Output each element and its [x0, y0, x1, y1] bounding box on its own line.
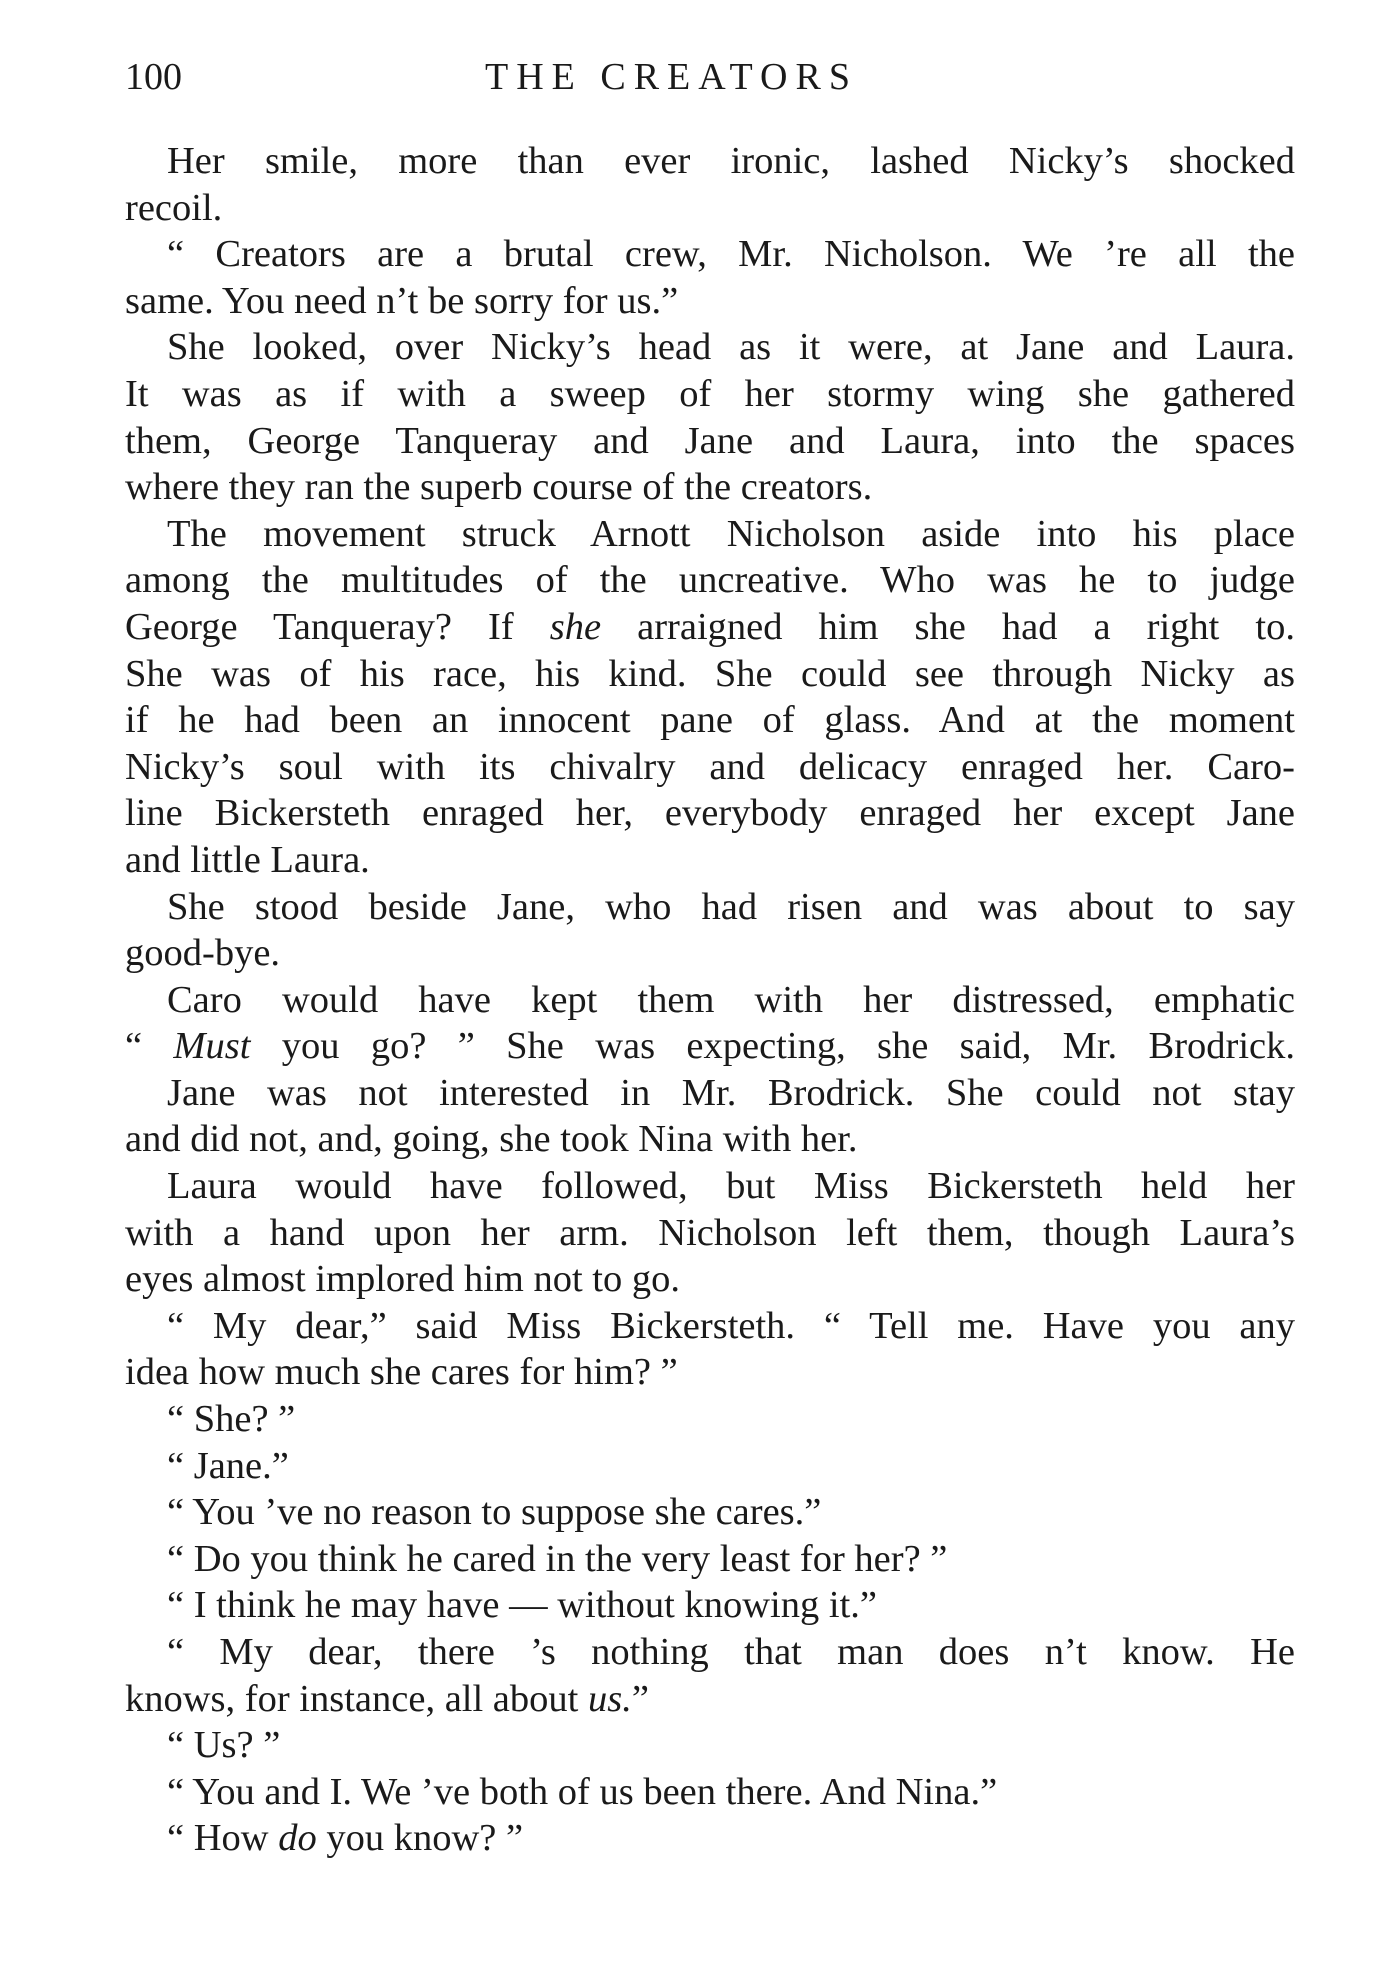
- text-line: “ Us? ”: [167, 1724, 281, 1767]
- emphasis: us.: [587, 1677, 632, 1720]
- text-line: eyes almost implored him not to go.: [125, 1258, 680, 1301]
- text-line: George Tanqueray? If she arraigned him she had a right to.: [125, 605, 1295, 648]
- body-text: [125, 138, 1295, 1862]
- text-line: Jane was not interested in Mr. Brodrick. She could not stay: [167, 1071, 1295, 1114]
- text-line: She was of his race, his kind. She could see through Nicky as: [125, 652, 1295, 695]
- text-line: “ Do you think he cared in the very least for her? ”: [167, 1537, 948, 1580]
- text-line: “ Creators are a brutal crew, Mr. Nicholson. We ’re all the: [167, 233, 1295, 276]
- text-line: Caro would have kept them with her distressed, emphatic: [167, 978, 1295, 1021]
- text-line: “ You ’ve no reason to suppose she cares.”: [167, 1491, 822, 1534]
- text-line: “ My dear, there ’s nothing that man does n’t know. He: [167, 1631, 1295, 1673]
- page-header: [125, 52, 1295, 102]
- text-line: It was as if with a sweep of her stormy wing she gathered: [125, 372, 1295, 415]
- text-line: “ I think he may have — without knowing it.”: [167, 1584, 877, 1627]
- running-title: THE CREATORS: [485, 56, 858, 98]
- text-line: among the multitudes of the uncreative. Who was he to judge: [125, 559, 1295, 602]
- text-line: idea how much she cares for him? ”: [125, 1351, 678, 1394]
- text-line: Nicky’s soul with its chivalry and delicacy enraged her. Caro-: [125, 745, 1295, 788]
- text-line: them, George Tanqueray and Jane and Laura, into the spaces: [125, 419, 1295, 462]
- text-line: and did not, and, going, she took Nina with her.: [125, 1118, 858, 1161]
- emphasis: Must: [173, 1025, 251, 1068]
- text-line: line Bickersteth enraged her, everybody enraged her except Jane: [125, 792, 1295, 835]
- text-line: “ You and I. We ’ve both of us been there. And Nina.”: [167, 1770, 998, 1813]
- text-line: The movement struck Arnott Nicholson aside into his place: [167, 512, 1295, 555]
- text-line: good-bye.: [125, 932, 281, 975]
- text-line: knows, for instance, all about us.”: [125, 1677, 649, 1720]
- page-number: 100: [125, 56, 182, 98]
- text-line: “ How do you know? ”: [167, 1817, 524, 1860]
- emphasis: she: [549, 605, 602, 648]
- text-line: if he had been an innocent pane of glass. And at the moment: [125, 699, 1295, 742]
- text-line: recoil.: [125, 186, 223, 229]
- text-line: with a hand upon her arm. Nicholson left them, though Laura’s: [125, 1211, 1295, 1254]
- text-line: Laura would have followed, but Miss Bickersteth held her: [167, 1165, 1295, 1208]
- text-line: She stood beside Jane, who had risen and was about to say: [167, 885, 1295, 928]
- text-line: “ She? ”: [167, 1398, 296, 1441]
- text-line: Her smile, more than ever ironic, lashed Nicky’s shocked: [167, 140, 1295, 182]
- text-line: same. You need n’t be sorry for us.”: [125, 279, 679, 322]
- text-line: “ My dear,” said Miss Bickersteth. “ Tell me. Have you any: [167, 1304, 1295, 1347]
- text-line: “ Jane.”: [167, 1444, 289, 1487]
- text-line: where they ran the superb course of the creators.: [125, 466, 873, 509]
- text-line: “ Must you go? ” She was expecting, she said, Mr. Brodrick.: [125, 1025, 1295, 1068]
- text-line: and little Laura.: [125, 838, 370, 881]
- emphasis: do: [278, 1817, 317, 1860]
- text-line: She looked, over Nicky’s head as it were, at Jane and Laura.: [167, 326, 1295, 369]
